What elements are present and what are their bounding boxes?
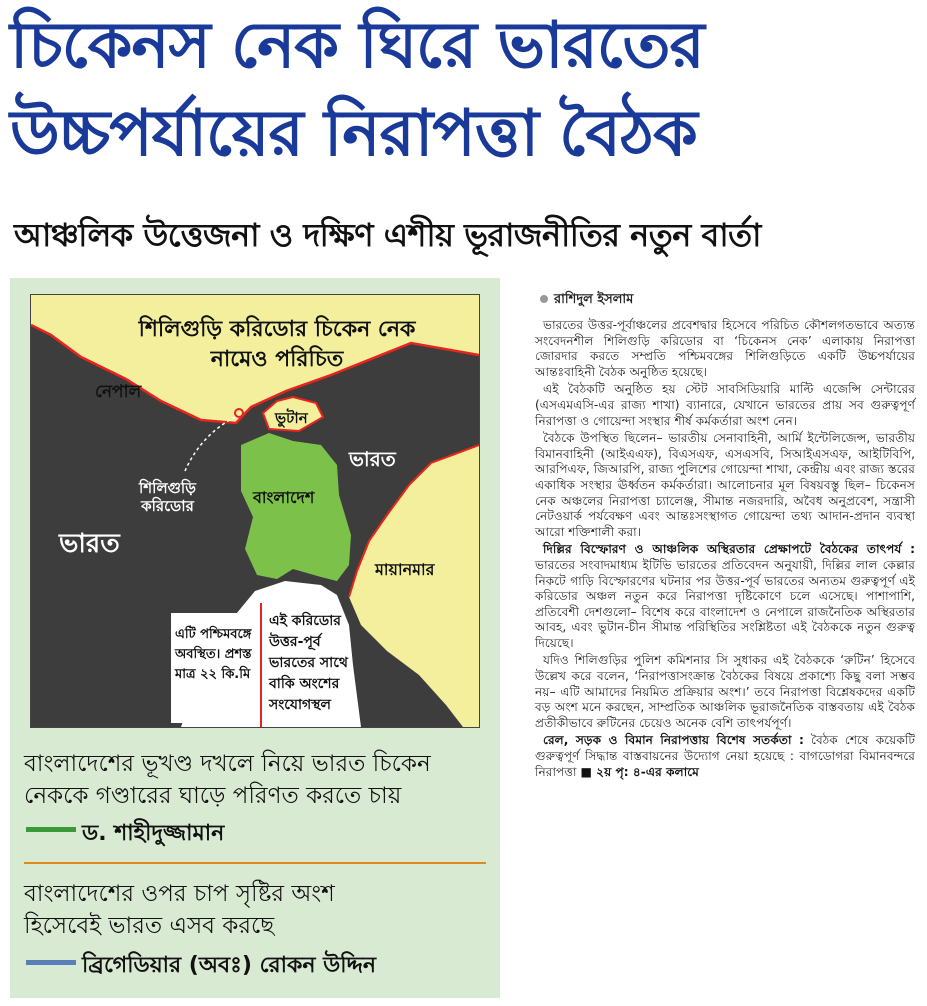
label-nepal: নেপাল [95, 382, 142, 402]
article-paragraph-4: ভারতের সংবাদমাধ্যম ইটিভি ভারতের প্রতিবেদন অনুযায়ী, দিল্লির লাল কেল্লার নিকটে গাড়ি বিস্ফোরণের ঘটনার পর উত্তর-পূর্ব ভারতের অন্যতম গুরুত্বপূর্ণ এই করিডোর অঞ্চল নতুন করে নিরাপত্তা দৃষ্টিকোণে চলে এসেছে। পাশাপাশি, প্রতিবেশী দেশগুলো– বিশেষ করে বাংলাদেশ ও নেপালে রাজনৈতিক অস্থিরতার আবহ, এবং ভুটান-চীন সীমান্ত পরিস্থিতির সংশ্লিষ্টতা এই বৈঠককে নতুন গুরুত্ব দিয়েছে। [535, 557, 915, 650]
note-right-line-1: এই করিডোর [269, 613, 341, 629]
note-right-line-5: সংযোগস্থল [269, 697, 331, 713]
quote-2-line-1: বাংলাদেশের ওপর চাপ সৃষ্টির অংশ [24, 881, 335, 907]
label-india-east: ভারত [349, 447, 396, 471]
quote-1-line-2: নেককে গণ্ডারের ঘাড়ে পরিণত করতে চায় [24, 783, 402, 809]
map-title-line-1: শিলিগুড়ি করিডোর চিকেন নেক [138, 317, 416, 342]
map-note-right [269, 611, 348, 716]
note-right-line-3: ভারতের সাথে [269, 655, 348, 671]
label-bangladesh: বাংলাদেশ [253, 488, 315, 507]
label-corridor [139, 479, 196, 515]
quote-2-accent-bar [26, 960, 76, 965]
article-section-1 [535, 542, 915, 651]
map-title [109, 315, 445, 375]
byline-dot-icon [540, 295, 548, 303]
note-right-line-2: উত্তর-পূর্ব [269, 634, 321, 650]
map-note-left [175, 625, 252, 685]
quote-1-author: ড. শাহীদুজ্জামান [82, 821, 225, 846]
quote-1-line-1: বাংলাদেশের ভূখণ্ড দখলে নিয়ে ভারত চিকেন [24, 751, 431, 777]
continued-link[interactable]: ■ ২য় পৃ: ৪-এর কলামে [580, 764, 699, 779]
left-panel [10, 278, 500, 998]
note-left-line-2: অবস্থিত। প্রশস্ত [175, 647, 252, 662]
headline-line-1: চিকেনস নেক ঘিরে ভারতের [10, 9, 704, 83]
quote-2-author: ব্রিগেডিয়ার (অবঃ) রোকন উদ্দিন [82, 953, 377, 978]
article-body [535, 318, 915, 782]
byline [540, 290, 633, 311]
label-corridor-line-1: শিলিগুড়ি [139, 479, 196, 497]
headline-line-2: উচ্চপর্যায়ের নিরাপত্তা বৈঠক [10, 97, 697, 171]
article-paragraph-1: ভারতের উত্তর-পূর্বাঞ্চলের প্রবেশদ্বার হিসেবে পরিচিত কৌশলগতভাবে অত্যন্ত সংবেদনশীল শিলিগুড়ি করিডোর বা ‘চিকেনস নেক’ এলাকায় নিরাপত্তা জোরদার করতে সম্প্রতি পশ্চিমবঙ্গের শিলিগুড়িতে একটি উচ্চপর্যায়ের আন্তঃবাহিনী বৈঠক অনুষ্ঠিত হয়েছে। [535, 318, 915, 379]
subheadline: আঞ্চলিক উত্তেজনা ও দক্ষিণ এশীয় ভূরাজনীতির নতুন বার্তা [14, 216, 761, 254]
label-myanmar: মায়ানমার [375, 560, 435, 579]
article-subhead-2: রেল, সড়ক ও বিমান নিরাপত্তায় বিশেষ সতর্কতা : [543, 733, 804, 748]
note-right-line-4: বাকি অংশের [269, 676, 340, 692]
map-graphic [30, 294, 480, 728]
label-india-west: ভারত [59, 529, 120, 559]
byline-author: রাশিদুল ইসলাম [554, 292, 634, 307]
quote-2-line-2: হিসেবেই ভারত এসব করছে [24, 913, 275, 939]
note-left-line-1: এটি পশ্চিমবঙ্গে [175, 627, 252, 642]
article-subhead-1: দিল্লির বিস্ফোরণ ও আঞ্চলিক অস্থিরতার প্রেক্ষাপটে বৈঠকের তাৎপর্য : [543, 542, 915, 557]
label-corridor-line-2: করিডোর [141, 497, 194, 515]
article-section-2 [535, 733, 915, 780]
note-left-line-3: মাত্র ২২ কি.মি [175, 667, 251, 682]
article-paragraph-6: বৈঠক শেষে কয়েকটি গুরুত্বপূর্ণ সিদ্ধান্ত বাস্তবায়নের উদ্যোগ নেয়া হয়েছে : বাগডোগরা বিমানবন্দরে নিরাপত্তা [535, 733, 916, 779]
label-bhutan: ভুটান [275, 409, 308, 427]
quote-divider [24, 862, 486, 864]
article-paragraph-5: যদিও শিলিগুড়ির পুলিশ কমিশনার সি সুধাকর এই বৈঠককে ‘রুটিন’ হিসেবে উল্লেখ করে বলেন, ‘নিরাপত্তাসংক্রান্ত বৈঠকের বিষয়ে প্রকাশ্যে কিছু বলা সম্ভব নয়– এটি আমাদের নিয়মিত প্রক্রিয়ার অংশ।’ তবে নিরাপত্তা বিশ্লেষকদের একটি বড় অংশ মনে করছেন, সাম্প্রতিক আঞ্চলিক ভূরাজনৈতিক বাস্তবতায় এই বৈঠক প্রতীকীভাবে রুটিনের চেয়েও অনেক বেশি তাৎপর্যপূর্ণ। [535, 653, 915, 730]
quote-2 [24, 878, 494, 942]
map-title-line-2: নামেও পরিচিত [210, 347, 344, 372]
article-paragraph-2: এই বৈঠকটি অনুষ্ঠিত হয় স্টেট সাবসিডিয়ারি মাল্টি এজেন্সি সেন্টারের (এসএমএসি-এর রাজ্য শাখা) ব্যানারে, যেখানে ভারতের প্রায় সব গুরুত্বপূর্ণ নিরাপত্তা ও গোয়েন্দা সংস্থার শীর্ষ কর্মকর্তারা অংশ নেন। [535, 382, 915, 428]
article-paragraph-3: বৈঠকে উপস্থিত ছিলেন– ভারতীয় সেনাবাহিনী, আর্মি ইন্টেলিজেন্স, ভারতীয় বিমানবাহিনী (আইএএফ), বিএসএফ, এসএসবি, সিআইএসএফ, আইটিবিপি, আরপিএফ, জিআরপি, রাজ্য পুলিশের গোয়েন্দা শাখা, কেন্দ্রীয় এবং রাজ্য স্তরের একাধিক সংস্থার ঊর্ধ্বতন কর্মকর্তারা। আলোচনার মূল বিষয়বস্তু ছিল– চিকেনস নেক অঞ্চলের নিরাপত্তা চ্যালেঞ্জ, সীমান্ত নজরদারি, অবৈধ অনুপ্রবেশ, সন্ত্রাসী নেটওয়ার্ক পর্যবেক্ষণ এবং আন্তঃসংস্থাগত গোয়েন্দা তথ্য আদান-প্রদান ব্যবস্থা আরো শক্তিশালী করা। [535, 431, 915, 539]
quote-1 [24, 748, 494, 812]
quote-1-accent-bar [26, 827, 76, 832]
